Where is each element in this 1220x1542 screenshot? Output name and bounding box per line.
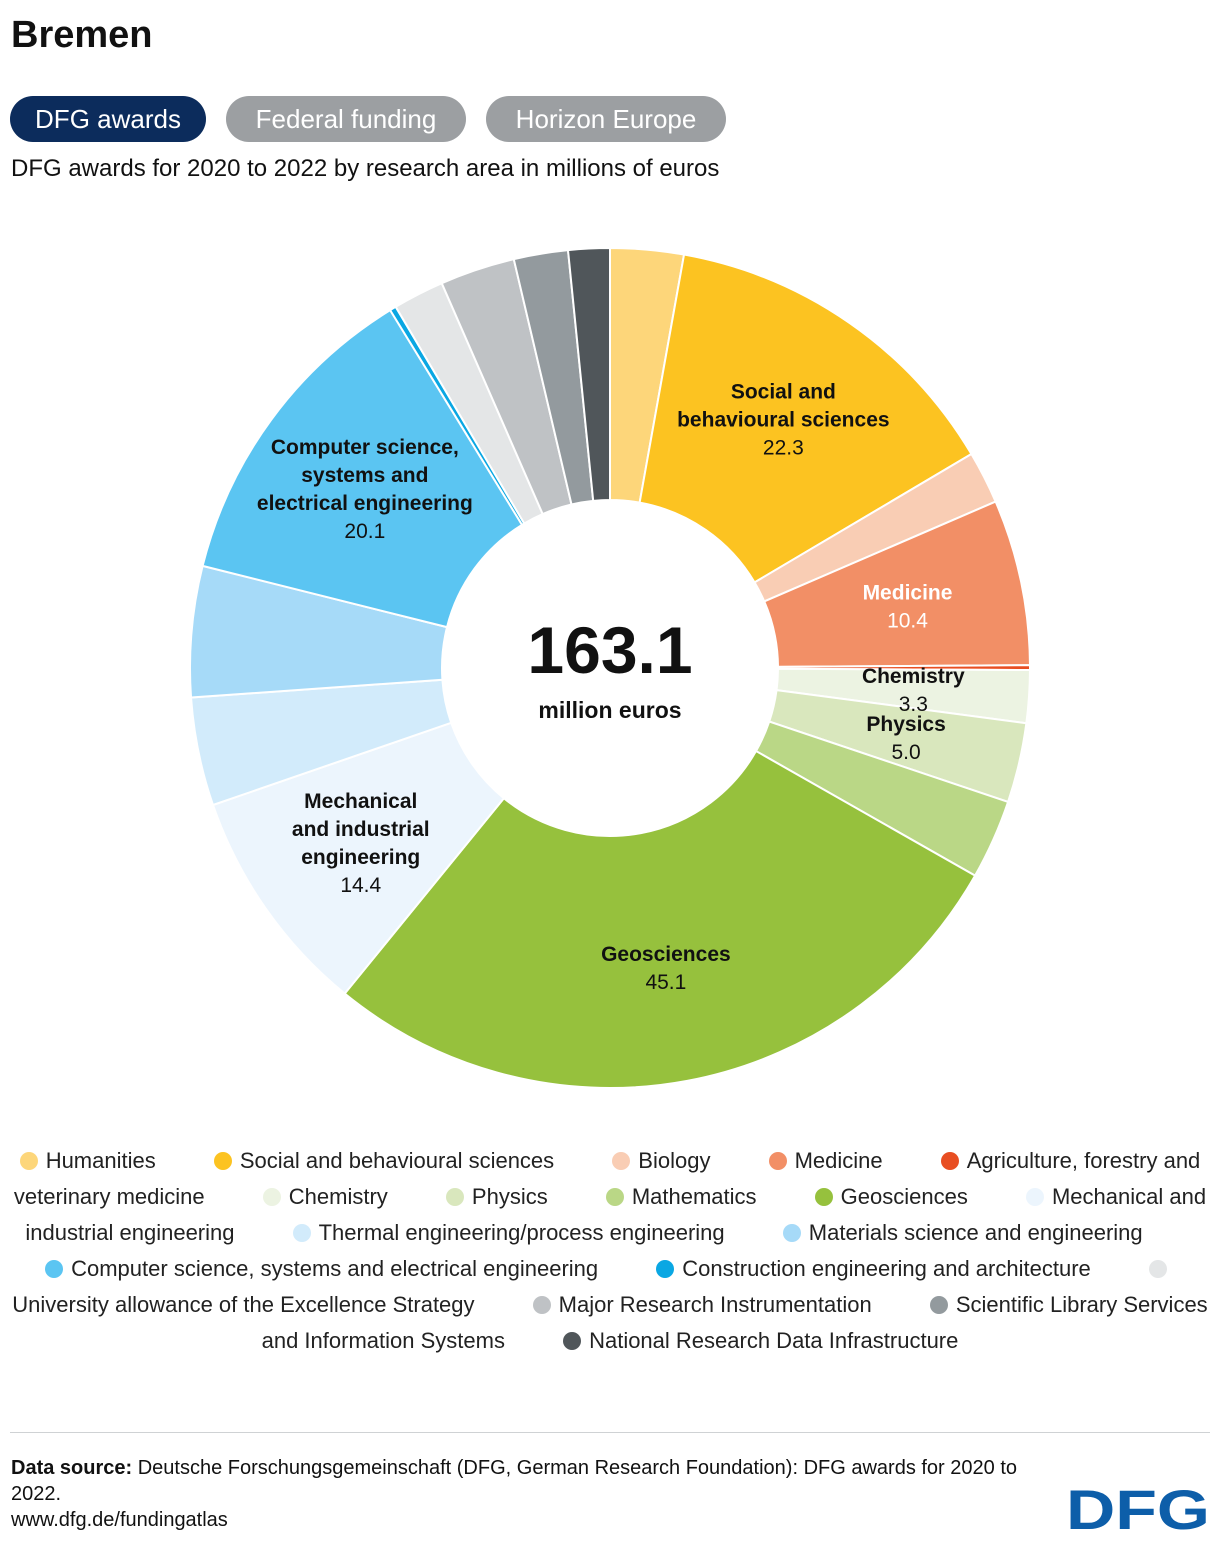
legend-swatch [783,1224,801,1242]
legend-swatch [1149,1260,1167,1278]
legend-swatch [612,1152,630,1170]
legend-item-humanities [20,1148,208,1173]
legend-swatch [563,1332,581,1350]
legend-item-materials-science-and-engineering [783,1220,1195,1245]
legend-label: Agriculture, forestry and veterinary medicine [13,1148,1201,1209]
legend-label: Mechanical and industrial engineering [25,1184,1207,1245]
dfg-logo-text: DFG [1066,1484,1210,1532]
legend-label: Biology [638,1148,711,1173]
slice-label-computer-science-systems-and-electrical-engineering: Computer science, systems and electrical engineering 20.1 [256,436,473,544]
legend-item-biology [612,1148,762,1173]
legend-swatch [263,1188,281,1206]
footer-divider [10,1432,1210,1433]
slice-label-medicine: Medicine 10.4 [862,581,953,633]
chart-subtitle: DFG awards for 2020 to 2022 by research area in millions of euros [11,155,720,182]
legend-label: National Research Data Infrastructure [589,1328,959,1353]
legend-swatch [769,1152,787,1170]
legend-label: Materials science and engineering [808,1220,1143,1245]
donut-chart [0,200,1220,1120]
legend-item-computer-science-systems-and-electrical-engineering [45,1256,650,1281]
legend-item-national-research-data-infrastructure [563,1328,958,1353]
legend-label: Social and behavioural sciences [239,1148,555,1173]
legend-item-chemistry [263,1184,440,1209]
legend-swatch [446,1188,464,1206]
legend-item-physics [446,1184,600,1209]
tab-dfg-awards[interactable]: DFG awards [10,96,206,142]
legend-label: Scientific Library Services and Information Systems [261,1292,1208,1353]
center-total: 163.1 [527,613,693,687]
legend-swatch [815,1188,833,1206]
slice-label-social-and-behavioural-sciences: Social and behavioural sciences 22.3 [677,380,890,460]
source-label: Data source: [11,1457,133,1479]
legend-label: Major Research Instrumentation [558,1292,872,1317]
slice-label-geosciences: Geosciences 45.1 [601,942,731,994]
legend-swatch [45,1260,63,1278]
legend-label: Computer science, systems and electrical engineering [71,1256,599,1281]
legend-label: Chemistry [288,1184,388,1209]
legend-swatch [1026,1188,1044,1206]
dfg-logo [1066,1484,1210,1532]
legend-item-thermal-engineering-process-engineering [293,1220,777,1245]
legend-label: Construction engineering and architecture [682,1256,1091,1281]
legend-label: Humanities [45,1148,156,1173]
legend-label: University allowance of the Excellence Strategy [12,1292,475,1317]
legend-item-mathematics [606,1184,809,1209]
legend-swatch [941,1152,959,1170]
source-text: Deutsche Forschungsgemeinschaft (DFG, German Research Foundation): DFG awards for 2020 to 2022. [11,1457,1017,1505]
slice-label-chemistry: Chemistry 3.3 [861,664,965,716]
page-title: Bremen [11,14,153,56]
legend-swatch [533,1296,551,1314]
chart-legend [10,1143,1210,1359]
legend-label: Mathematics [631,1184,757,1209]
legend-item-major-research-instrumentation [533,1292,924,1317]
legend-label: Geosciences [840,1184,968,1209]
tab-horizon-europe[interactable]: Horizon Europe [486,96,726,142]
slice-label-mechanical-and-industrial-engineering: Mechanical and industrial engineering 14.4 [291,790,430,898]
legend-item-construction-engineering-and-architecture [656,1256,1142,1281]
tab-federal-funding[interactable]: Federal funding [226,96,466,142]
legend-swatch [606,1188,624,1206]
legend-item-social-and-behavioural-sciences [214,1148,606,1173]
legend-swatch [20,1152,38,1170]
legend-swatch [214,1152,232,1170]
slice-label-physics: Physics 5.0 [866,712,946,764]
legend-label: Thermal engineering/process engineering [318,1220,725,1245]
legend-swatch [930,1296,948,1314]
legend-swatch [656,1260,674,1278]
legend-label: Physics [471,1184,548,1209]
center-unit: million euros [538,697,682,723]
legend-swatch [293,1224,311,1242]
source-url[interactable]: www.dfg.de/fundingatlas [11,1509,228,1531]
legend-label: Medicine [794,1148,883,1173]
legend-item-medicine [769,1148,935,1173]
data-source [11,1455,1041,1533]
legend-item-geosciences [815,1184,1020,1209]
